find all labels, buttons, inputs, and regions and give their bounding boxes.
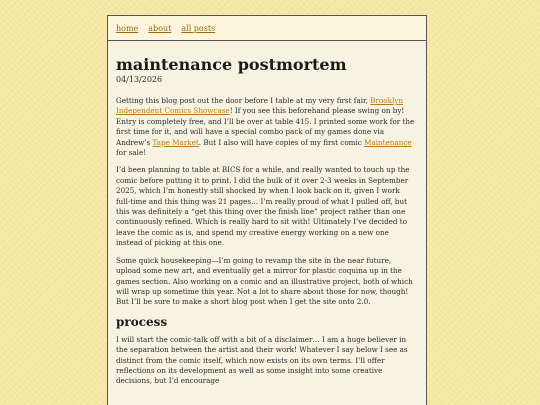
maintenance-link[interactable]: Maintenance: [364, 137, 412, 147]
bics-link[interactable]: Brooklyn Independent Comics Showcase: [116, 96, 403, 116]
post-paragraph-1: [116, 96, 416, 158]
nav-bar: [108, 16, 426, 41]
post-paragraph-4: I will start the comic-talk off with a bit of a disclaimer… I am a huge believer in the separation between the artist and their work! Whatever I say below I see as distinct from the comic itself, which now exists on its own terms. I’ll offer reflections on its development as well as some insight into some creative decisions, but I’d encourage: [116, 334, 408, 386]
paragraph-text: ! If you see this beforehand please swing on by! Entry is completely free, and I’ll be over at table 415. I printed some work for the first time for it, and will have a special combo pack of my games done via Andrew’s: [116, 106, 415, 147]
post-paragraph-2: I’d been planning to table at BICS for a while, and really wanted to touch up the comic before putting it to print. I did the bulk of it over 2-3 weeks in September 2025, which I’m honestly still shocked by when I look back on it, given I work full-time and this thing was 21 pages… I’m really proud of what I pulled off, but this was definitely a “get this thing over the finish line” project rather than one continuously refined. Which is really hard to sit with! Ultimately I’ve decided to leave the comic as is, and spend my creative energy working on a new one instead of picking at this one.: [116, 165, 410, 248]
blog-container: [107, 15, 427, 405]
paragraph-text: Getting this blog post out the door before I table at my very first fair,: [116, 96, 371, 105]
nav-about-link[interactable]: about: [148, 23, 172, 33]
post-title: maintenance postmortem: [116, 55, 347, 74]
post-content: [108, 55, 424, 387]
post-paragraph-3: Some quick housekeeping—I’m going to revamp the site in the near future, upload some new art, and eventually get a mirror for plastic coquina up in the games section. Also working on a comic and an illustrative project, both of which will wrap up sometime this year. Not a lot to share about those for now, though! But I’ll be sure to make a short blog post when I get the site onto 2.0.: [116, 255, 413, 307]
post-date: 04/13/2026: [116, 75, 163, 84]
paragraph-text: . But I also will have copies of my first comic: [198, 137, 365, 147]
tape-market-link[interactable]: Tape Market: [152, 137, 199, 147]
paragraph-text: for sale!: [116, 148, 147, 158]
nav-all-posts-link[interactable]: all posts: [181, 23, 216, 33]
nav-home-link[interactable]: home: [116, 23, 139, 33]
section-heading-process: process: [116, 314, 168, 329]
